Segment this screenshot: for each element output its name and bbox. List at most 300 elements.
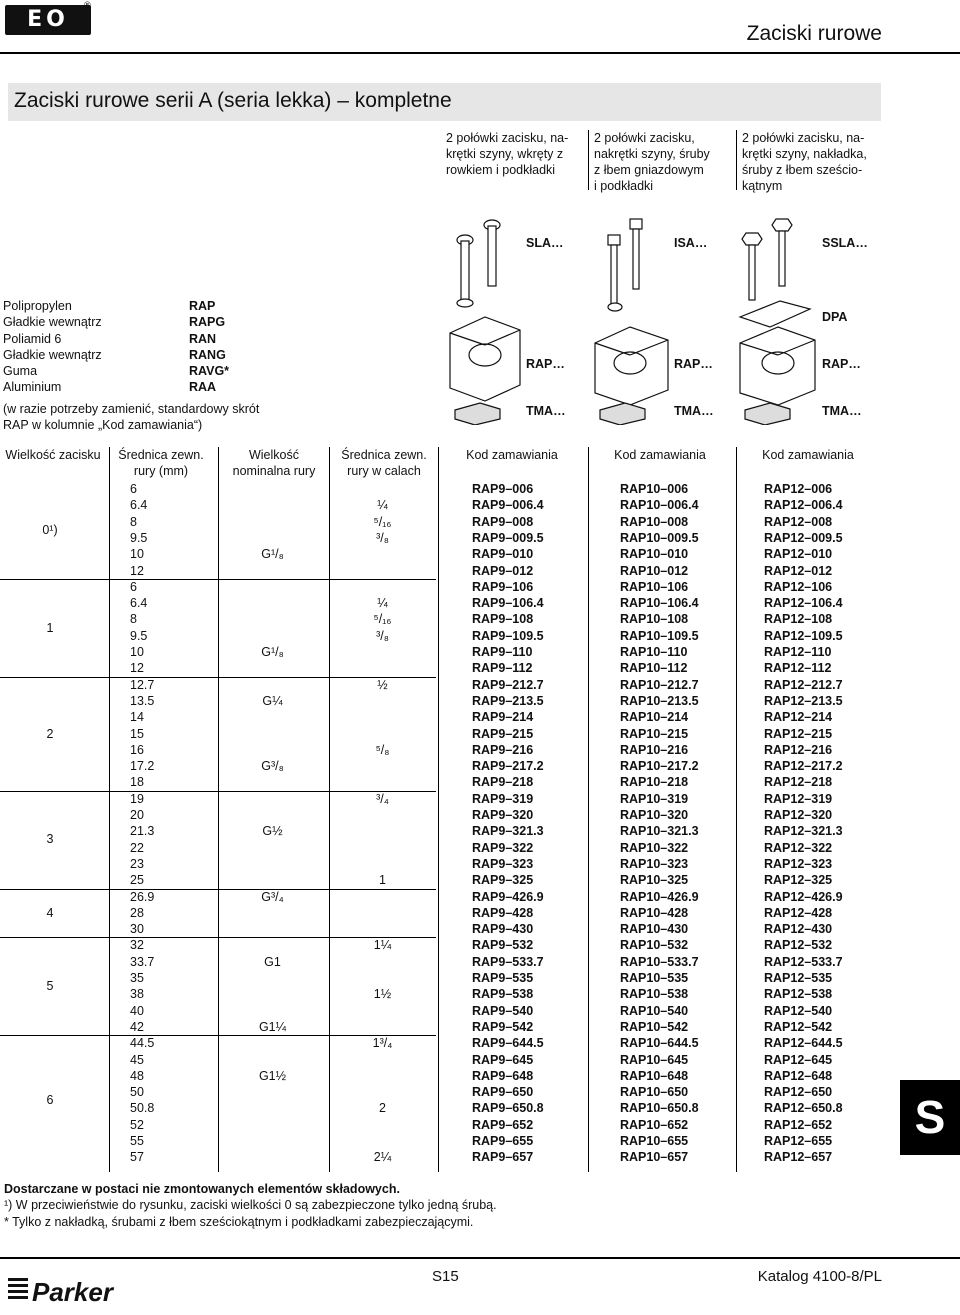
material-code: RAN	[189, 331, 217, 346]
material-name: Gładkie wewnątrz	[3, 347, 102, 362]
od-mm	[110, 645, 170, 659]
od-mm-value: 57	[130, 1150, 144, 1165]
od-mm-value: 25	[130, 873, 144, 888]
material-name: Guma	[3, 364, 38, 379]
table-row	[0, 547, 960, 563]
clamp-size: 2	[46, 726, 54, 741]
order-code-ssla: RAP12–109.5	[764, 628, 843, 643]
od-mm	[110, 1004, 170, 1018]
order-code-sla: RAP9–655	[472, 1134, 534, 1148]
order-code-sla: RAP9–542	[472, 1019, 534, 1034]
label-rap: RAP…	[822, 357, 861, 371]
table-row	[0, 1004, 960, 1020]
od-mm	[110, 1134, 170, 1148]
order-code-ssla: RAP12–650	[764, 1085, 833, 1100]
od-inch: ¼	[377, 498, 388, 513]
od-mm	[110, 482, 170, 496]
od-mm	[110, 531, 170, 545]
order-code-sla: RAP9–215	[472, 726, 534, 741]
order-code-sla: RAP9–428	[472, 905, 534, 920]
eo-logo-text: EO	[27, 7, 69, 32]
order-code-ssla: RAP12–652	[764, 1117, 833, 1132]
order-code-sla: RAP9–322	[472, 840, 534, 855]
order-code-isa: RAP10–212.7	[620, 677, 699, 692]
order-code-ssla: RAP12–006	[764, 482, 833, 496]
od-mm	[110, 775, 170, 789]
desc-line: krętki szyny, wkręty z	[446, 147, 564, 161]
od-mm-value: 12	[130, 563, 144, 578]
order-code-isa: RAP10–645	[620, 1052, 689, 1067]
order-code-sla: RAP9–012	[472, 563, 534, 578]
order-code-isa: RAP10–540	[620, 1003, 689, 1018]
od-mm-value: 44.5	[130, 1036, 155, 1051]
od-mm-value: 6	[130, 579, 137, 594]
order-code-ssla: RAP12–009.5	[764, 530, 843, 545]
label-ssla: SSLA…	[822, 236, 868, 250]
nominal-size: G³/₄	[261, 889, 284, 904]
table-row	[0, 743, 960, 759]
order-code-sla: RAP9–112	[472, 661, 533, 676]
order-code-isa: RAP10–535	[620, 971, 689, 985]
order-code-ssla: RAP12–321.3	[764, 824, 843, 839]
od-mm	[110, 1085, 170, 1099]
footer-rule	[0, 1257, 960, 1259]
order-code-sla: RAP9–110	[472, 645, 533, 659]
registered-mark: ®	[84, 0, 91, 10]
order-code-ssla: RAP12–008	[764, 514, 833, 529]
order-code-isa: RAP10–009.5	[620, 530, 699, 545]
table-row	[0, 775, 960, 791]
od-inch: 1³/₄	[372, 1036, 393, 1051]
od-mm	[110, 955, 170, 969]
nominal-size: G¼	[262, 693, 283, 708]
clamp-size: 0¹)	[42, 522, 58, 537]
od-mm	[110, 841, 170, 855]
table-row	[0, 710, 960, 726]
material-code: RAA	[189, 380, 217, 395]
od-mm	[110, 1069, 170, 1083]
table-row	[0, 531, 960, 547]
od-mm	[110, 808, 170, 822]
od-mm	[110, 661, 170, 675]
order-code-ssla: RAP12–319	[764, 791, 833, 806]
od-mm	[110, 612, 170, 626]
od-mm	[110, 906, 170, 920]
material-code: RAP	[189, 299, 216, 313]
clamp-size: 3	[46, 832, 54, 847]
table-row	[0, 938, 960, 954]
table-row	[0, 792, 960, 808]
od-inch: 1¼	[373, 938, 392, 953]
order-code-sla: RAP9–008	[472, 514, 534, 529]
order-code-isa: RAP10–214	[620, 710, 689, 725]
table-row	[0, 580, 960, 596]
parker-logo	[6, 1274, 116, 1308]
order-code-sla: RAP9–323	[472, 856, 534, 871]
clamp-size: 1	[46, 620, 54, 635]
od-mm-value: 21.3	[130, 824, 155, 839]
od-mm	[110, 971, 170, 985]
order-code-sla: RAP9–321.3	[472, 824, 544, 839]
od-mm-value: 6.4	[130, 498, 148, 513]
order-code-ssla: RAP12–216	[764, 742, 833, 757]
header-od-mm	[112, 447, 210, 479]
od-mm	[110, 987, 170, 1001]
clamp-size: 5	[46, 979, 54, 994]
material-row	[3, 314, 229, 330]
order-code-sla: RAP9–106.4	[472, 596, 544, 611]
od-mm-value: 30	[130, 922, 144, 937]
header-line: rury (mm)	[133, 464, 189, 478]
od-mm	[110, 727, 170, 741]
order-code-isa: RAP10–217.2	[620, 759, 699, 774]
desc-line: kątnym	[742, 179, 783, 193]
rail-nut-icon	[600, 403, 645, 425]
order-code-ssla: RAP12–430	[764, 922, 833, 937]
material-row	[3, 379, 229, 395]
od-inch: ⁵/₈	[375, 742, 390, 757]
order-code-ssla: RAP12–217.2	[764, 759, 843, 774]
od-mm-value: 22	[130, 840, 144, 855]
header-rule	[0, 52, 960, 54]
od-mm	[110, 1150, 170, 1164]
order-code-isa: RAP10–533.7	[620, 954, 699, 969]
od-inch: ½	[377, 677, 388, 692]
order-code-ssla: RAP12–214	[764, 710, 833, 725]
od-mm-value: 33.7	[130, 954, 155, 969]
rail-nut-icon	[455, 403, 500, 425]
order-code-sla: RAP9–106	[472, 579, 534, 594]
od-inch: ¼	[377, 596, 388, 611]
order-code-isa: RAP10–323	[620, 856, 689, 871]
order-code-isa: RAP10–644.5	[620, 1036, 699, 1051]
header-line: rury w calach	[347, 464, 421, 478]
order-code-isa: RAP10–215	[620, 726, 689, 741]
table-row	[0, 1036, 960, 1052]
order-code-ssla: RAP12–323	[764, 856, 833, 871]
od-mm	[110, 694, 170, 708]
order-code-sla: RAP9–009.5	[472, 530, 544, 545]
table-row	[0, 1101, 960, 1117]
column-divider	[588, 130, 589, 190]
od-mm-value: 13.5	[130, 693, 155, 708]
desc-line: nakrętki szyny, śruby	[594, 147, 710, 161]
od-inch: ³/₄	[376, 791, 389, 806]
desc-line: 2 połówki zacisku, na-	[446, 131, 569, 145]
order-code-sla: RAP9–540	[472, 1003, 534, 1018]
socket-screw-icon	[608, 219, 642, 311]
clamp-body-icon	[450, 317, 520, 401]
od-inch: ⁵/₁₆	[373, 612, 392, 627]
od-mm-value: 28	[130, 905, 144, 920]
order-code-isa: RAP10–322	[620, 840, 689, 855]
od-mm	[110, 596, 170, 610]
desc-line: rowkiem i podkładki	[446, 163, 556, 177]
od-mm-value: 15	[130, 726, 144, 741]
table-row	[0, 564, 960, 580]
order-code-sla: RAP9–644.5	[472, 1036, 544, 1051]
order-code-ssla: RAP12–533.7	[764, 954, 843, 969]
rail-nut-icon	[745, 403, 790, 425]
order-code-ssla: RAP12–325	[764, 873, 833, 888]
order-code-ssla: RAP12–648	[764, 1068, 833, 1083]
clamp-body-icon	[740, 327, 815, 405]
od-mm-value: 10	[130, 645, 144, 659]
order-code-sla: RAP9–648	[472, 1068, 534, 1083]
order-code-sla: RAP9–109.5	[472, 628, 544, 643]
order-code-isa: RAP10–428	[620, 905, 689, 920]
order-code-sla: RAP9–430	[472, 922, 534, 937]
label-tma: TMA…	[674, 404, 714, 418]
order-code-isa: RAP10–655	[620, 1134, 689, 1148]
materials-list	[3, 298, 229, 396]
table-row	[0, 661, 960, 677]
header-line: Wielkość	[248, 448, 299, 462]
od-inch: ⁵/₁₆	[373, 514, 392, 529]
order-code-ssla: RAP12–645	[764, 1052, 833, 1067]
header-nominal	[222, 447, 326, 479]
material-name: Aluminium	[3, 380, 62, 395]
table-row	[0, 515, 960, 531]
od-mm-value: 32	[130, 938, 144, 953]
od-mm	[110, 564, 170, 578]
od-mm	[110, 678, 170, 692]
order-code-isa: RAP10–657	[620, 1150, 689, 1165]
od-mm	[110, 498, 170, 512]
order-code-ssla: RAP12–112	[764, 661, 832, 676]
label-isa: ISA…	[674, 236, 708, 250]
order-code-ssla: RAP12–535	[764, 971, 833, 985]
od-mm	[110, 938, 170, 952]
header-line: Średnica zewn.	[118, 448, 204, 462]
order-code-isa: RAP10–218	[620, 775, 689, 790]
order-code-isa: RAP10–106.4	[620, 596, 699, 611]
od-mm-value: 40	[130, 1003, 144, 1018]
header-size: Wielkość zacisku	[5, 448, 101, 462]
column-desc-sla	[446, 130, 586, 178]
table-row	[0, 498, 960, 514]
order-code-ssla: RAP12–538	[764, 987, 833, 1002]
table-row	[0, 482, 960, 498]
order-code-isa: RAP10–006.4	[620, 498, 699, 513]
od-mm	[110, 873, 170, 887]
order-code-ssla: RAP12–655	[764, 1134, 833, 1148]
order-code-sla: RAP9–319	[472, 791, 534, 806]
od-inch: ³/₈	[376, 628, 389, 643]
od-mm	[110, 1101, 170, 1115]
od-mm-value: 8	[130, 514, 137, 529]
table-row	[0, 1134, 960, 1150]
od-mm	[110, 1036, 170, 1050]
material-row	[3, 298, 229, 314]
order-code-sla: RAP9–006.4	[472, 498, 544, 513]
header-od-in	[332, 447, 436, 479]
nominal-size: G¹/₈	[261, 645, 284, 659]
order-code-isa: RAP10–216	[620, 742, 689, 757]
order-code-isa: RAP10–650.8	[620, 1101, 699, 1116]
clamp-size: 6	[46, 1093, 54, 1108]
od-mm-value: 48	[130, 1068, 144, 1083]
column-desc-isa	[594, 130, 734, 194]
order-code-isa: RAP10–321.3	[620, 824, 699, 839]
od-mm-value: 26.9	[130, 889, 155, 904]
clamp-illustrations	[440, 205, 880, 425]
header-line: Średnica zewn.	[341, 448, 427, 462]
section-title: Zaciski rurowe serii A (seria lekka) – kompletne	[14, 89, 452, 112]
material-name: Gładkie wewnątrz	[3, 315, 102, 330]
od-mm-value: 45	[130, 1052, 144, 1067]
order-code-isa: RAP10–010	[620, 547, 689, 562]
od-mm	[110, 890, 170, 904]
order-code-sla: RAP9–650.8	[472, 1101, 544, 1116]
od-mm	[110, 580, 170, 594]
order-code-isa: RAP10–106	[620, 579, 689, 594]
note-line: RAP w kolumnie „Kod zamawiania“)	[3, 418, 203, 432]
order-code-ssla: RAP12–218	[764, 775, 833, 790]
desc-line: 2 połówki zacisku, na-	[742, 131, 865, 145]
nominal-size: G¹/₈	[261, 547, 284, 562]
order-code-isa: RAP10–109.5	[620, 628, 699, 643]
order-code-isa: RAP10–319	[620, 791, 689, 806]
od-inch: 1	[379, 873, 386, 888]
table-row	[0, 857, 960, 873]
order-code-ssla: RAP12–322	[764, 840, 833, 855]
table-row	[0, 1150, 960, 1166]
order-code-sla: RAP9–320	[472, 808, 534, 822]
order-code-sla: RAP9–645	[472, 1052, 534, 1067]
od-mm-value: 9.5	[130, 530, 148, 545]
screw-icon	[457, 220, 500, 307]
od-mm-value: 52	[130, 1117, 144, 1132]
od-mm	[110, 547, 170, 561]
header-order-code: Kod zamawiania	[466, 448, 558, 462]
order-code-ssla: RAP12–012	[764, 563, 833, 578]
label-tma: TMA…	[822, 404, 862, 418]
order-code-ssla: RAP12–010	[764, 547, 833, 562]
order-code-isa: RAP10–532	[620, 938, 689, 953]
table-row	[0, 808, 960, 824]
od-inch: 2¼	[373, 1150, 392, 1165]
material-name: Polipropylen	[3, 299, 72, 313]
order-code-sla: RAP9–657	[472, 1150, 534, 1165]
order-code-sla: RAP9–006	[472, 482, 534, 496]
label-tma: TMA…	[526, 404, 566, 418]
cover-plate-icon	[740, 301, 810, 327]
od-inch: 2	[379, 1101, 386, 1116]
order-code-isa: RAP10–320	[620, 808, 689, 822]
order-code-sla: RAP9–216	[472, 742, 534, 757]
order-code-isa: RAP10–426.9	[620, 889, 699, 904]
material-code: RANG	[189, 347, 226, 362]
order-code-sla: RAP9–532	[472, 938, 534, 953]
order-code-ssla: RAP12–213.5	[764, 693, 843, 708]
od-mm	[110, 922, 170, 936]
order-code-ssla: RAP12–106.4	[764, 596, 843, 611]
order-code-sla: RAP9–213.5	[472, 693, 544, 708]
footnote-bold: Dostarczane w postaci nie zmontowanych elementów składowych.	[4, 1182, 400, 1196]
order-code-sla: RAP9–214	[472, 710, 534, 725]
order-code-sla: RAP9–538	[472, 987, 534, 1002]
header-order-code: Kod zamawiania	[762, 448, 854, 462]
od-mm-value: 6	[130, 482, 137, 496]
order-code-isa: RAP10–213.5	[620, 693, 699, 708]
order-code-isa: RAP10–538	[620, 987, 689, 1002]
table-row	[0, 841, 960, 857]
order-code-sla: RAP9–650	[472, 1085, 534, 1100]
order-code-isa: RAP10–006	[620, 482, 689, 496]
table-row	[0, 922, 960, 938]
svg-text:Parker: Parker	[32, 1277, 113, 1307]
order-code-sla: RAP9–325	[472, 873, 534, 888]
table-row	[0, 987, 960, 1003]
material-row	[3, 331, 229, 347]
order-code-sla: RAP9–426.9	[472, 889, 544, 904]
order-code-ssla: RAP12–106	[764, 579, 833, 594]
od-mm	[110, 759, 170, 773]
table-row	[0, 873, 960, 889]
od-mm-value: 50	[130, 1085, 144, 1100]
table-row	[0, 1118, 960, 1134]
table-row	[0, 824, 960, 840]
od-mm	[110, 824, 170, 838]
nominal-size: G1¼	[258, 1019, 287, 1034]
desc-line: śruby z łbem sześcio-	[742, 163, 863, 177]
nominal-size: G1½	[258, 1068, 287, 1083]
order-code-ssla: RAP12–428	[764, 905, 833, 920]
order-code-sla: RAP9–217.2	[472, 759, 544, 774]
od-mm-value: 55	[130, 1134, 144, 1148]
order-code-isa: RAP10–110	[620, 645, 688, 659]
section-banner	[8, 83, 881, 121]
table-row	[0, 759, 960, 775]
order-code-ssla: RAP12–108	[764, 612, 833, 627]
order-code-ssla: RAP12–006.4	[764, 498, 843, 513]
order-code-isa: RAP10–012	[620, 563, 689, 578]
table-row	[0, 1069, 960, 1085]
eo-logo	[5, 5, 91, 35]
order-code-isa: RAP10–112	[620, 661, 688, 676]
column-divider	[736, 130, 737, 190]
order-code-sla: RAP9–010	[472, 547, 534, 562]
order-code-ssla: RAP12–542	[764, 1019, 833, 1034]
od-mm-value: 35	[130, 971, 144, 985]
material-row	[3, 363, 229, 379]
table-row	[0, 971, 960, 987]
order-code-isa: RAP10–325	[620, 873, 689, 888]
od-mm	[110, 515, 170, 529]
od-mm-value: 17.2	[130, 759, 155, 774]
od-mm-value: 23	[130, 856, 144, 871]
nominal-size: G½	[262, 824, 283, 839]
order-code-ssla: RAP12–650.8	[764, 1101, 843, 1116]
material-row	[3, 347, 229, 363]
order-code-ssla: RAP12–644.5	[764, 1036, 843, 1051]
footnote-2: * Tylko z nakładką, śrubami z łbem sześciokątnym i podkładkami zabezpieczającymi.	[4, 1214, 474, 1229]
od-mm-value: 20	[130, 808, 144, 822]
table-row	[0, 612, 960, 628]
table-row	[0, 1085, 960, 1101]
order-code-ssla: RAP12–532	[764, 938, 833, 953]
nominal-size: G1	[264, 954, 281, 969]
catalog-number: Katalog 4100-8/PL	[757, 1268, 882, 1285]
order-code-isa: RAP10–648	[620, 1068, 689, 1083]
order-code-sla: RAP9–652	[472, 1117, 534, 1132]
label-dpa: DPA	[822, 310, 848, 324]
desc-line: 2 połówki zacisku,	[594, 131, 695, 145]
table-row	[0, 1020, 960, 1036]
od-mm	[110, 1053, 170, 1067]
order-code-isa: RAP10–542	[620, 1019, 689, 1034]
